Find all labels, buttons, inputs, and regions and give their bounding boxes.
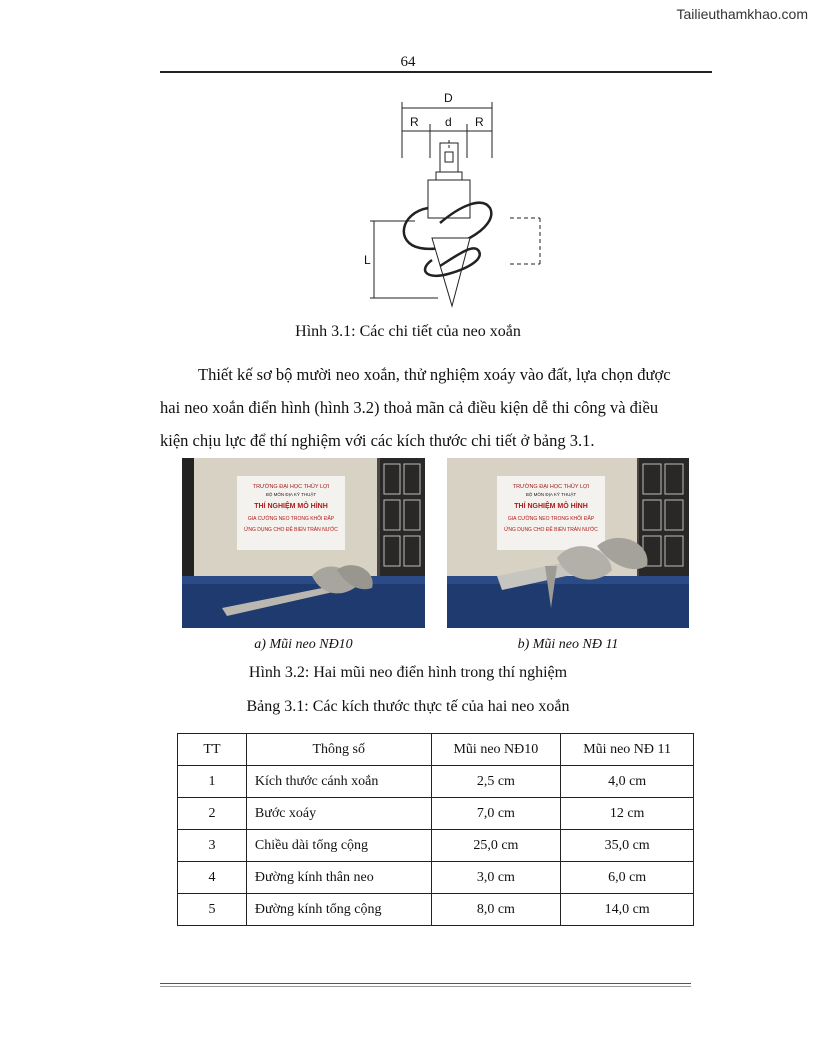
- page-number: 64: [400, 54, 416, 70]
- dimensions-table: [177, 733, 694, 926]
- watermark: Tailieuthamkhao.com: [676, 6, 808, 22]
- table-caption: Bảng 3.1: Các kích thước thực tế của hai neo xoắn: [246, 698, 570, 715]
- photo-anchor-nd10: [182, 458, 425, 628]
- table-cell: Bước xoáy: [246, 798, 431, 830]
- header-rule: [160, 71, 712, 73]
- sign-line: BỘ MÔN ĐỊA KỸ THUẬT: [265, 492, 317, 497]
- paragraph-line: hai neo xoắn điển hình (hình 3.2) thoả mãn cả điều kiện dễ thi công và điều: [160, 398, 659, 417]
- header-cell: Mũi neo NĐ10: [431, 734, 561, 766]
- figure1-caption: Hình 3.1: Các chi tiết của neo xoắn: [295, 323, 521, 340]
- table-cell: 1: [178, 766, 247, 798]
- table-cell: 3,0 cm: [431, 862, 561, 894]
- table-row: [178, 798, 694, 830]
- sign-line: GIA CƯỜNG NEO TRONG KHỐI ĐẮP: [507, 516, 595, 522]
- sign-line: ỨNG DỤNG CHO ĐÊ BIỂN TRÀN NƯỚC: [244, 527, 338, 533]
- table-cell: 4,0 cm: [561, 766, 694, 798]
- table-cell: 4: [178, 862, 247, 894]
- header-cell: Thông số: [246, 734, 431, 766]
- header-cell: TT: [178, 734, 247, 766]
- sign-line: TRƯỜNG ĐẠI HỌC THỦY LỢI: [252, 484, 330, 490]
- label-d: d: [445, 115, 452, 129]
- table-cell: 2: [178, 798, 247, 830]
- table-row: [178, 894, 694, 926]
- table-cell: 12 cm: [561, 798, 694, 830]
- paragraph-line: Thiết kế sơ bộ mười neo xoắn, thử nghiệm xoáy vào đất, lựa chọn được: [198, 365, 671, 384]
- label-D: D: [444, 91, 453, 105]
- table-cell: 3: [178, 830, 247, 862]
- photo-caption-a: a) Mũi neo NĐ10: [254, 637, 353, 652]
- figure2-caption: Hình 3.2: Hai mũi neo điển hình trong thí nghiệm: [248, 664, 568, 681]
- table-cell: Đường kính tổng cộng: [246, 894, 431, 926]
- table-cell: 35,0 cm: [561, 830, 694, 862]
- sign-line: BỘ MÔN ĐỊA KỸ THUẬT: [525, 492, 577, 497]
- table-row: [178, 862, 694, 894]
- table-header-row: [178, 734, 694, 766]
- label-R-right: R: [475, 115, 484, 129]
- paragraph-line: kiện chịu lực để thí nghiệm với các kích thước chi tiết ở bảng 3.1.: [160, 431, 595, 450]
- anchor-diagram: [360, 88, 550, 310]
- table-cell: 25,0 cm: [431, 830, 561, 862]
- table-cell: Kích thước cánh xoắn: [246, 766, 431, 798]
- table-cell: 5: [178, 894, 247, 926]
- header-cell: Mũi neo NĐ 11: [561, 734, 694, 766]
- table-cell: 2,5 cm: [431, 766, 561, 798]
- sign-line: GIA CƯỜNG NEO TRONG KHỐI ĐẮP: [247, 516, 335, 522]
- footer-rule-secondary: [160, 986, 691, 987]
- footer-rule: [160, 983, 691, 984]
- sign-line: ỨNG DỤNG CHO ĐÊ BIỂN TRÀN NƯỚC: [504, 527, 598, 533]
- label-L: L: [364, 253, 371, 267]
- table-cell: 14,0 cm: [561, 894, 694, 926]
- table-cell: Đường kính thân neo: [246, 862, 431, 894]
- sign-line: THÍ NGHIỆM MÔ HÌNH: [254, 503, 328, 510]
- table-cell: 6,0 cm: [561, 862, 694, 894]
- table-cell: Chiều dài tổng cộng: [246, 830, 431, 862]
- table-cell: 7,0 cm: [431, 798, 561, 830]
- label-R-left: R: [410, 115, 419, 129]
- sign-line: TRƯỜNG ĐẠI HỌC THỦY LỢI: [512, 484, 590, 490]
- photo-anchor-nd11: [447, 458, 689, 628]
- sign-line: THÍ NGHIỆM MÔ HÌNH: [514, 503, 588, 510]
- table-row: [178, 830, 694, 862]
- table-cell: 8,0 cm: [431, 894, 561, 926]
- body-paragraph: [160, 358, 712, 457]
- table-row: [178, 766, 694, 798]
- photo-caption-b: b) Mũi neo NĐ 11: [517, 637, 619, 652]
